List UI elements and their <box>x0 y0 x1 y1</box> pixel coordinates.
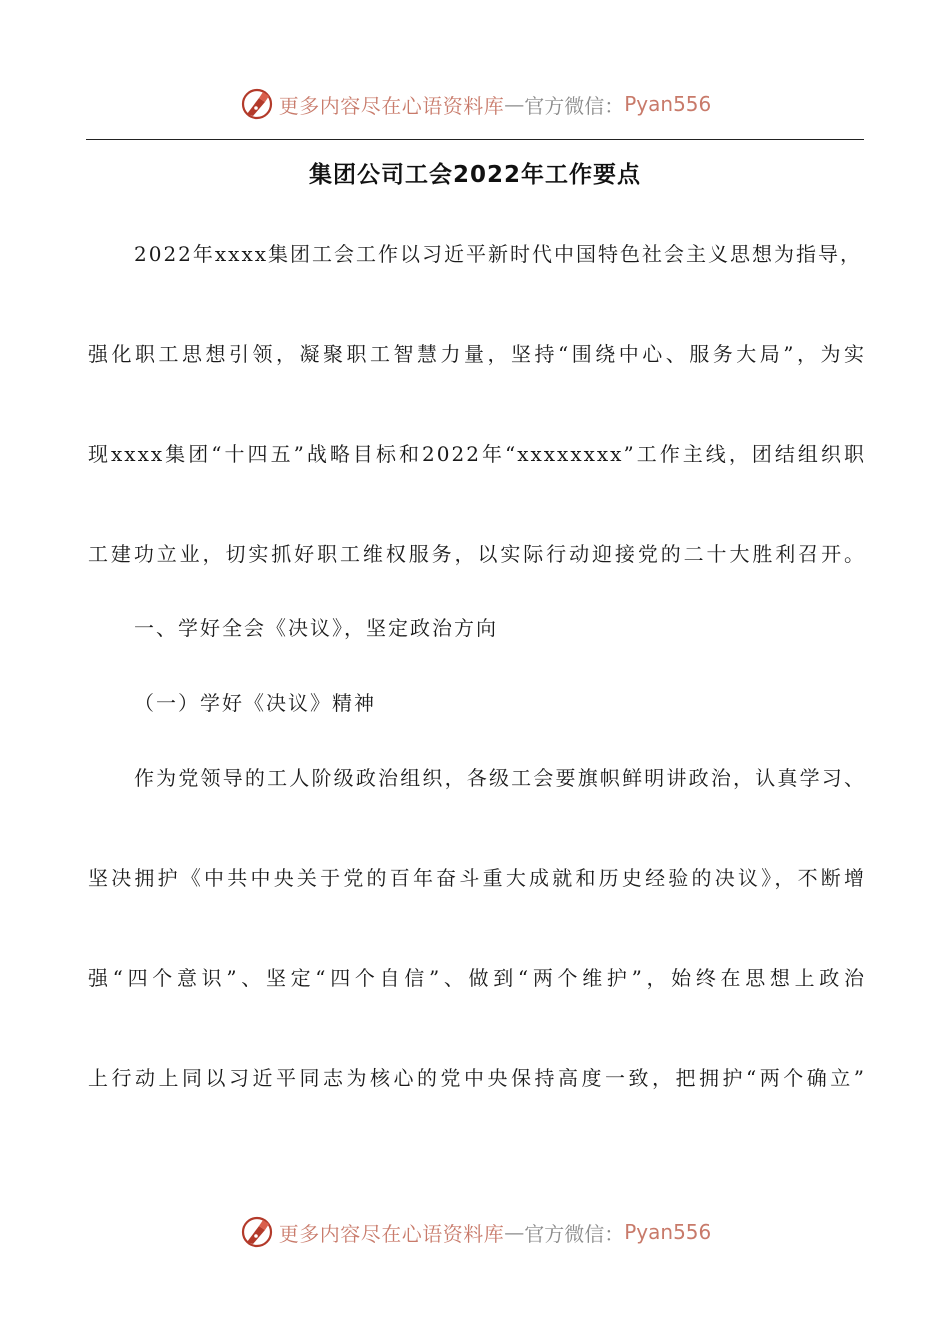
section-heading: 一、学好全会《决议》，坚定政治方向 <box>134 616 498 640</box>
pen-nib-circle-icon <box>239 86 275 122</box>
banner-text: 更多内容尽在心语资料库 <box>278 93 505 118</box>
body-line: 工建功立业，切实抓好职工维权服务，以实际行动迎接党的二十大胜利召开。 <box>88 542 866 566</box>
banner-dash: — <box>504 92 525 116</box>
footer-banner <box>0 1210 950 1254</box>
pen-nib-circle-icon <box>239 1214 275 1250</box>
banner-label: 官方微信： <box>524 1221 625 1246</box>
body-line: 2022年xxxx集团工会工作以习近平新时代中国特色社会主义思想为指导， <box>134 242 863 266</box>
document-title: 集团公司工会2022年工作要点 <box>308 162 641 188</box>
body-line: 上行动上同以习近平同志为核心的党中央保持高度一致，把拥护“两个确立” <box>88 1066 866 1090</box>
body-line: 作为党领导的工人阶级政治组织，各级工会要旗帜鲜明讲政治，认真学习、 <box>134 766 866 790</box>
header-banner <box>0 82 950 126</box>
banner-wechat: Pyan556 <box>624 92 712 116</box>
banner-wechat: Pyan556 <box>624 1220 712 1244</box>
body-line: 坚决拥护《中共中央关于党的百年奋斗重大成就和历史经验的决议》，不断增 <box>88 866 866 890</box>
body-line: 强化职工思想引领，凝聚职工智慧力量，坚持“围绕中心、服务大局”，为实 <box>88 342 866 366</box>
header-divider <box>86 139 864 140</box>
banner-text: 更多内容尽在心语资料库 <box>278 1221 505 1246</box>
banner-dash: — <box>504 1220 525 1244</box>
body-line: 强“四个意识”、坚定“四个自信”、做到“两个维护”，始终在思想上政治 <box>88 966 866 990</box>
banner-label: 官方微信： <box>524 93 625 118</box>
body-line: 现xxxx集团“十四五”战略目标和2022年“xxxxxxxx”工作主线，团结组织职 <box>88 442 866 466</box>
subsection-heading: （一）学好《决议》精神 <box>134 691 376 715</box>
